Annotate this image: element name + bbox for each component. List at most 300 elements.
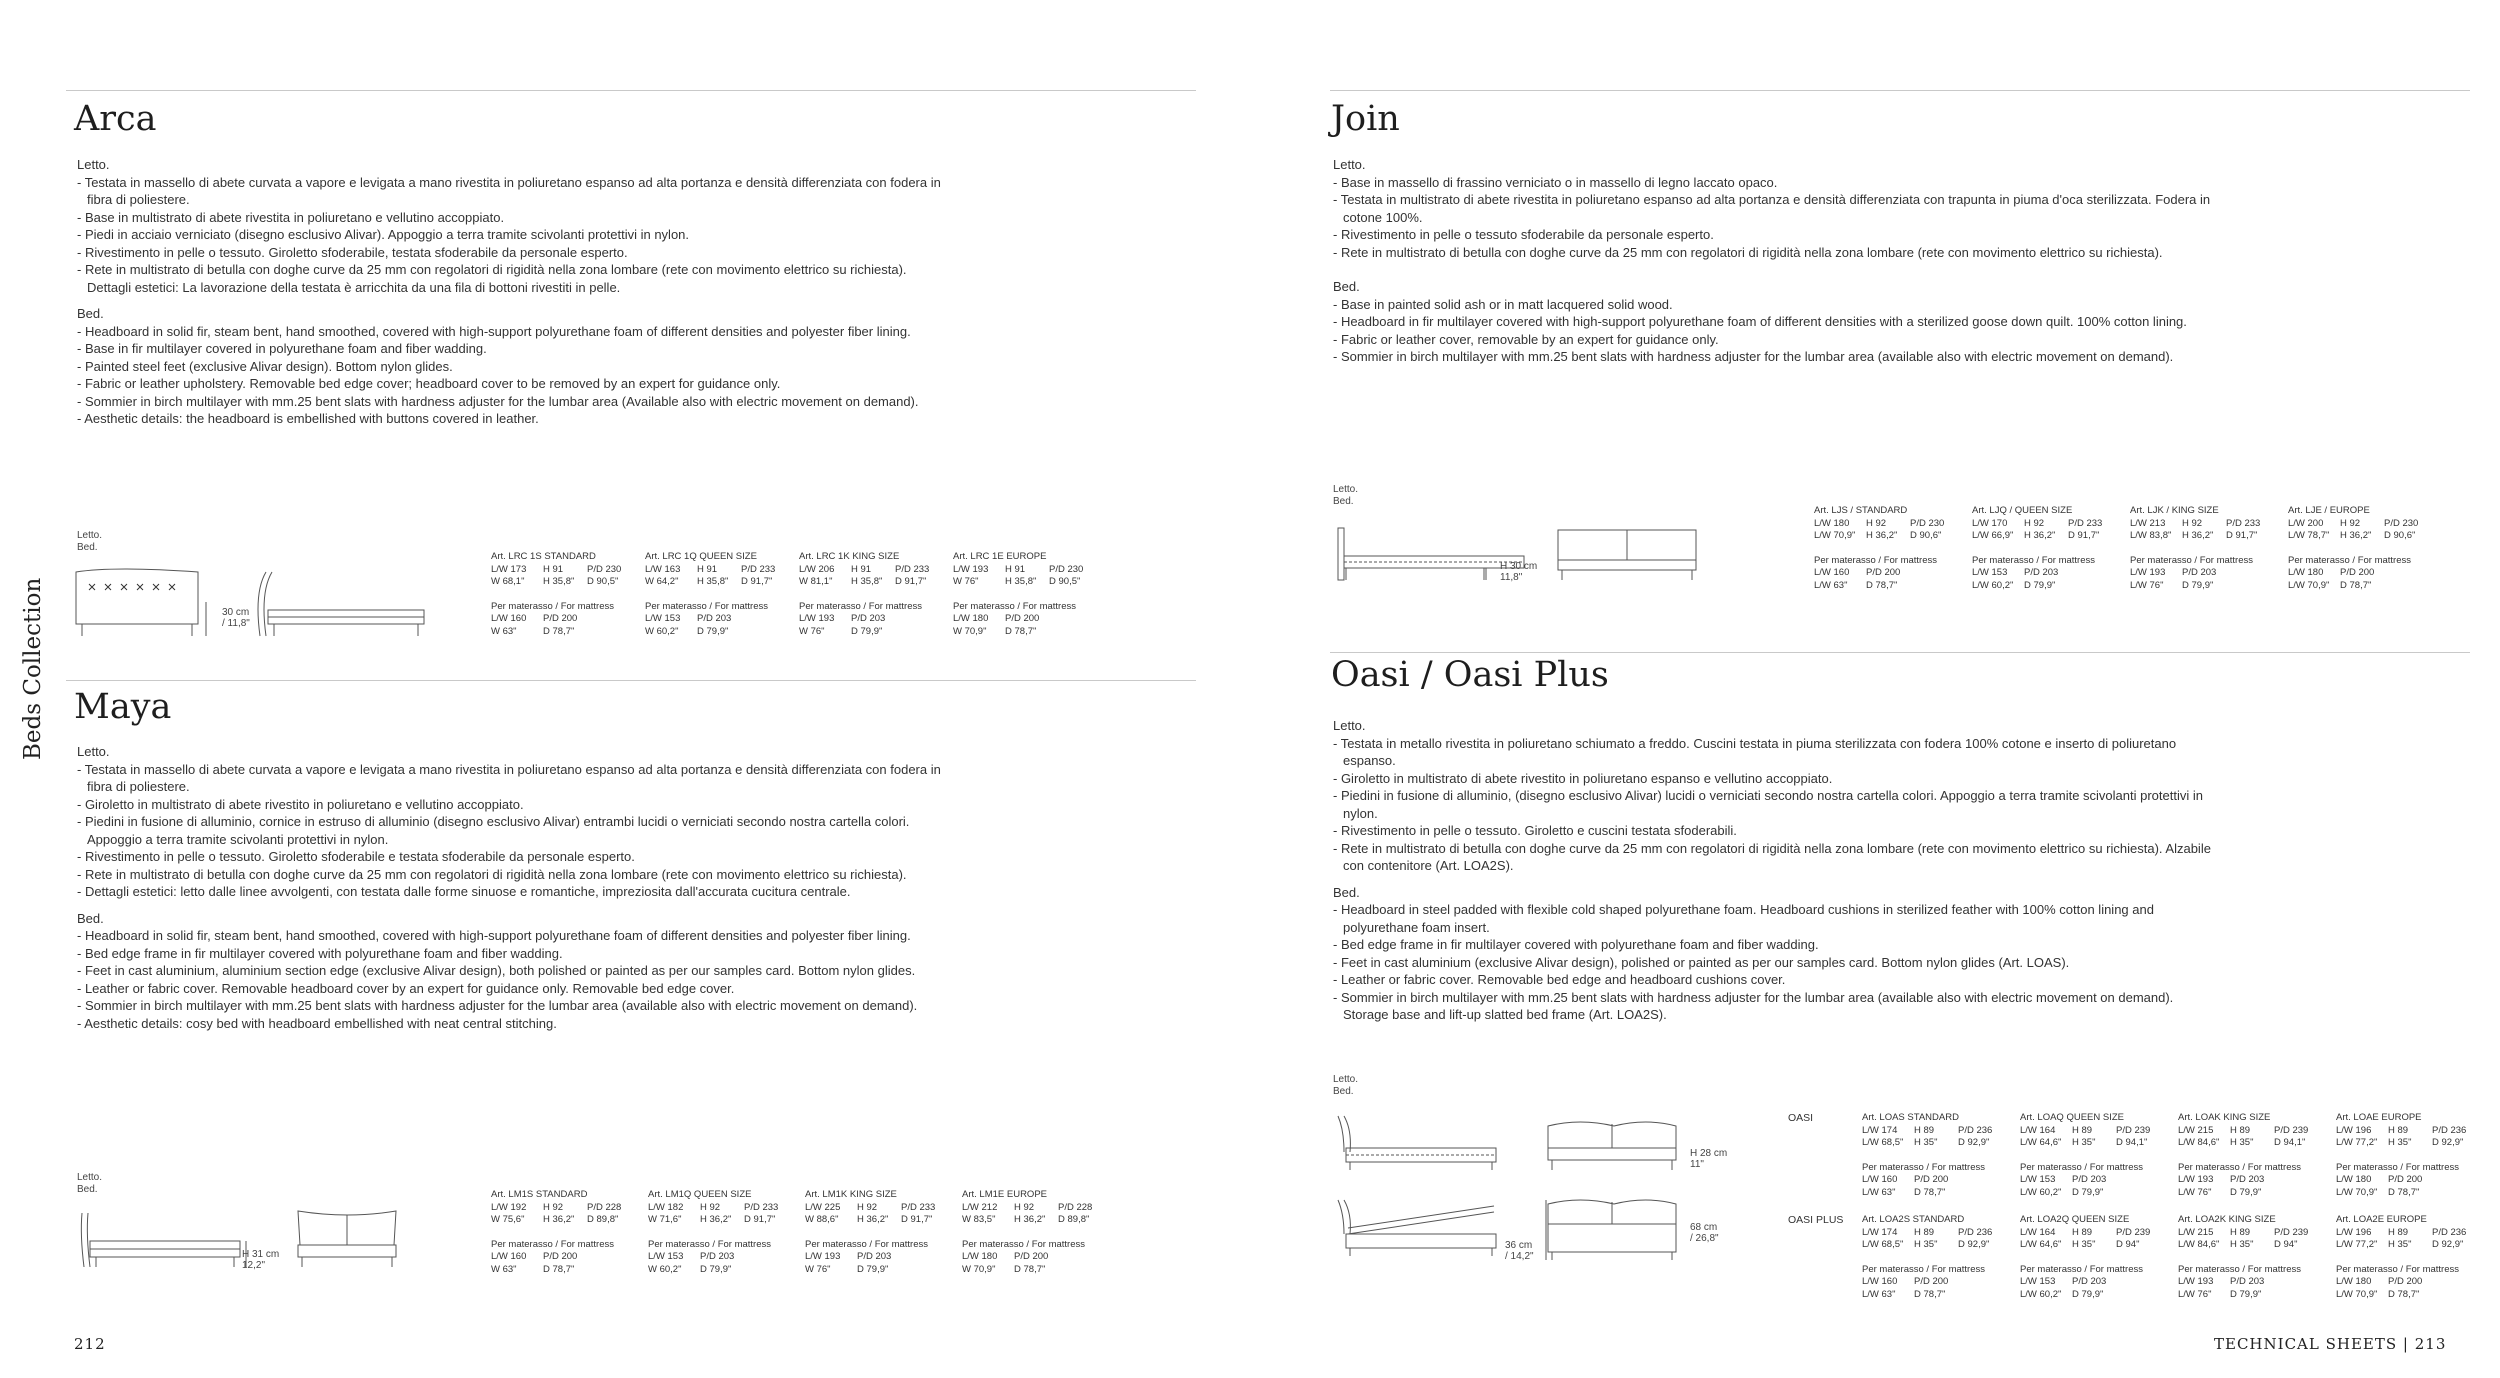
dimension-inch: 11": [1690, 1159, 1704, 1170]
spec-value: L/W 180: [1814, 517, 1850, 529]
spec-value: W 63": [491, 1263, 517, 1275]
spec-value: L/W 182: [648, 1201, 684, 1213]
spec-value: L/W 213: [2130, 517, 2166, 529]
spec-mattress-label: Per materasso / For mattress: [491, 1238, 615, 1250]
spec-value: H 35": [2388, 1239, 2412, 1250]
spec-value: P/D 239: [2116, 1226, 2151, 1238]
spec-value: D 78,7": [1005, 625, 1037, 637]
spec-value: P/D 203: [851, 613, 886, 624]
description-item: - Rivestimento in pelle o tessuto sfoderabile da personale esperto.: [1333, 227, 1714, 242]
caption-letto: Letto.: [1333, 1074, 1359, 1085]
spec-value: D 79,9": [697, 625, 729, 637]
spec-value: D 89,8": [587, 1214, 619, 1225]
spec-value: L/W 160: [1862, 1276, 1898, 1287]
product-title-arca: Arca: [74, 99, 157, 139]
english-heading: Bed.: [77, 910, 104, 926]
english-heading: Bed.: [77, 306, 104, 321]
spec-value: D 94": [2274, 1239, 2298, 1250]
spec-value: P/D 203: [2230, 1174, 2265, 1185]
description-item: - Painted steel feet (exclusive Alivar design). Bottom nylon glides.: [77, 358, 453, 374]
section-rule-join: [1330, 90, 2470, 91]
spec-value: P/D 200: [2388, 1174, 2423, 1185]
dimension-inch: / 26,8": [1690, 1233, 1719, 1244]
spec-value: H 89: [2388, 1226, 2409, 1238]
spec-value: W 60,2": [648, 1263, 682, 1275]
description-item: - Rete in multistrato di betulla con doghe curve da 25 mm con regolatori di rigidità nella zona lombare (rete con movimento elettrico su richiesta).: [1333, 244, 2163, 260]
spec-value: H 92: [700, 1201, 721, 1213]
spec-block-maya-europe: [962, 1189, 1117, 1276]
english-heading: Bed.: [1333, 279, 1360, 294]
spec-value: P/D 200: [1866, 567, 1901, 578]
spec-block-oasi-queen: [2020, 1112, 2175, 1199]
spec-value: D 78,7": [543, 1263, 575, 1275]
spec-mattress-label: Per materasso / For mattress: [953, 600, 1077, 612]
spec-value: L/W 180: [953, 613, 989, 624]
spec-block-maya-queen: [648, 1189, 803, 1276]
spec-article: Art. LOA2S STANDARD: [1862, 1214, 1965, 1225]
spec-block-join-queen: [1972, 505, 2127, 592]
spec-value: H 91: [697, 563, 718, 575]
spec-value: W 63": [491, 625, 517, 637]
spec-value: H 91: [851, 563, 872, 575]
description-item: - Sommier in birch multilayer with mm.25 bent slats with hardness adjuster for the lumbar area (available also with electric movement on demand). Storage base and lift-up slatted bed frame (Art. LOA2S).: [1333, 989, 2174, 1022]
dimension-cm: H 28 cm: [1690, 1148, 1728, 1159]
drawing-caption-maya: [77, 1172, 102, 1196]
spec-value: L/W 68,5": [1862, 1137, 1904, 1148]
spec-value: L/W 174: [1862, 1124, 1898, 1136]
spec-block-arca-king: [799, 551, 954, 638]
spec-value: L/W 192: [491, 1201, 527, 1213]
collection-label: Beds Collection: [20, 577, 46, 760]
italian-heading: Letto.: [1333, 157, 1366, 172]
spec-value: P/D 200: [1914, 1174, 1949, 1185]
spec-value: L/W 163: [645, 563, 681, 575]
spec-value: D 89,8": [1058, 1214, 1090, 1225]
spec-value: W 70,9": [962, 1263, 996, 1275]
spec-mattress-label: Per materasso / For mattress: [648, 1238, 772, 1250]
spec-value: P/D 236: [2432, 1124, 2467, 1136]
spec-value: H 92: [1014, 1201, 1035, 1213]
spec-value: W 71,6": [648, 1214, 682, 1225]
spec-value: L/W 77,2": [2336, 1137, 2378, 1148]
spec-article: Art. LOAQ QUEEN SIZE: [2020, 1112, 2124, 1123]
spec-value: L/W 160: [491, 1251, 527, 1262]
spec-value: H 36,2": [543, 1214, 575, 1225]
spec-value: L/W 63": [1862, 1288, 1896, 1300]
section-rule-oasi: [1330, 652, 2470, 653]
spec-value: W 60,2": [645, 625, 679, 637]
arca-bed-drawing: [74, 562, 434, 642]
dimension-label-arca: [222, 607, 250, 629]
spec-article: Art. LRC 1K KING SIZE: [799, 551, 900, 562]
description-item: - Sommier in birch multilayer with mm.25 bent slats with hardness adjuster for the lumbar area (Available also with electric movement on demand).: [77, 393, 919, 409]
spec-value: H 35": [1914, 1239, 1938, 1250]
spec-value: L/W 164: [2020, 1124, 2056, 1136]
spec-value: W 76": [805, 1263, 831, 1275]
spec-value: W 76": [799, 625, 825, 637]
spec-value: L/W 215: [2178, 1226, 2214, 1238]
spec-value: W 75,6": [491, 1214, 525, 1225]
spec-value: L/W 225: [805, 1201, 841, 1213]
spec-value: H 89: [2230, 1226, 2251, 1238]
spec-value: D 92,9": [2432, 1239, 2464, 1250]
spec-value: D 91,7": [2226, 530, 2258, 541]
product-description-join: [1333, 156, 2213, 366]
spec-value: P/D 233: [744, 1201, 779, 1213]
spec-mattress-label: Per materasso / For mattress: [1814, 554, 1938, 566]
spec-value: D 94,1": [2116, 1137, 2148, 1148]
spec-block-join-europe: [2288, 505, 2443, 592]
spec-mattress-label: Per materasso / For mattress: [491, 600, 615, 612]
spec-value: L/W 83,8": [2130, 530, 2172, 541]
spec-article: Art. LJQ / QUEEN SIZE: [1972, 505, 2073, 516]
description-item: - Piedini in fusione di alluminio, cornice in estruso di alluminio (disegno esclusivo Alivar) entrambi lucidi o verniciati secondo nostra cartella colori. Appoggio a terra tramite scivolanti protettivi in nylon.: [77, 814, 910, 847]
dimension-inch: 11,8": [1500, 572, 1523, 583]
spec-value: L/W 70,9": [1814, 530, 1856, 541]
spec-value: D 90,6": [1910, 530, 1942, 541]
description-item: - Sommier in birch multilayer with mm.25 bent slats with hardness adjuster for the lumbar area (available also with electric movement on demand).: [1333, 349, 2174, 364]
spec-value: P/D 203: [2024, 567, 2059, 578]
spec-value: H 35": [2388, 1137, 2412, 1148]
spec-value: P/D 239: [2274, 1226, 2309, 1238]
spec-value: W 88,6": [805, 1214, 839, 1225]
spec-value: W 81,1": [799, 576, 833, 587]
spec-value: D 78,7": [2340, 579, 2372, 591]
spec-value: D 91,7": [2068, 530, 2100, 541]
spec-value: D 79,9": [2230, 1288, 2262, 1300]
spec-value: L/W 153: [648, 1251, 684, 1262]
spec-article: Art. LOAE EUROPE: [2336, 1112, 2422, 1123]
description-item: - Rivestimento in pelle o tessuto. Giroletto sfoderabile, testata sfoderabile da personale esperto.: [77, 244, 628, 260]
spec-value: D 79,9": [857, 1263, 889, 1275]
spec-value: H 35": [1914, 1137, 1938, 1148]
spec-mattress-label: Per materasso / For mattress: [1972, 554, 2096, 566]
spec-value: L/W 60,2": [2020, 1288, 2062, 1300]
spec-article: Art. LRC 1Q QUEEN SIZE: [645, 551, 757, 562]
spec-mattress-label: Per materasso / For mattress: [2130, 554, 2254, 566]
spec-value: D 92,9": [1958, 1137, 1990, 1148]
spec-value: P/D 230: [587, 563, 622, 575]
description-item: - Testata in metallo rivestita in poliuretano schiumato a freddo. Cuscini testata in piuma sterilizzata con fodera 100% cotone e inserto di poliuretano espanso.: [1333, 735, 2177, 768]
spec-value: D 94": [2116, 1239, 2140, 1250]
spec-value: D 79,9": [2072, 1288, 2104, 1300]
spec-value: D 90,5": [1049, 576, 1081, 587]
spec-block-oasi-king: [2178, 1112, 2333, 1199]
description-item: - Base in multistrato di abete rivestita in poliuretano e vellutino accoppiato.: [77, 209, 505, 225]
spec-value: H 36,2": [700, 1214, 732, 1225]
spec-value: P/D 200: [543, 1251, 578, 1262]
spec-value: H 89: [1914, 1226, 1935, 1238]
group-label-oasi: OASI: [1788, 1112, 1814, 1124]
spec-article: Art. LJE / EUROPE: [2288, 505, 2370, 516]
dimension-label-oasi-3: [1505, 1240, 1534, 1262]
spec-value: L/W 64,6": [2020, 1137, 2062, 1148]
spec-value: L/W 63": [1814, 579, 1848, 591]
spec-block-join-king: [2130, 505, 2285, 592]
spec-value: L/W 160: [1862, 1174, 1898, 1185]
spec-article: Art. LRC 1E EUROPE: [953, 551, 1047, 562]
spec-value: L/W 180: [962, 1251, 998, 1262]
product-title-join: Join: [1331, 99, 1400, 139]
spec-block-oasi-plus-queen: [2020, 1214, 2175, 1301]
spec-value: W 64,2": [645, 576, 679, 587]
spec-value: D 92,9": [1958, 1239, 1990, 1250]
spec-value: P/D 236: [1958, 1124, 1993, 1136]
description-item: - Aesthetic details: cosy bed with headboard embellished with neat central stitching.: [77, 1015, 557, 1031]
spec-value: P/D 200: [1914, 1276, 1949, 1287]
spec-article: Art. LM1Q QUEEN SIZE: [648, 1189, 752, 1200]
spec-mattress-label: Per materasso / For mattress: [1862, 1263, 1986, 1275]
spec-mattress-label: Per materasso / For mattress: [2336, 1263, 2460, 1275]
description-item: - Rivestimento in pelle o tessuto. Giroletto e cuscini testata sfoderabili.: [1333, 823, 1737, 838]
spec-block-maya-king: [805, 1189, 960, 1276]
spec-value: P/D 203: [2182, 567, 2217, 578]
spec-value: H 92: [2024, 517, 2045, 529]
spec-value: L/W 212: [962, 1201, 998, 1213]
spec-article: Art. LM1E EUROPE: [962, 1189, 1047, 1200]
spec-value: L/W 153: [645, 613, 681, 624]
italian-heading: Letto.: [77, 157, 110, 172]
italian-heading: Letto.: [1333, 718, 1366, 733]
drawing-caption-oasi: [1333, 1074, 1358, 1098]
spec-value: L/W 215: [2178, 1124, 2214, 1136]
caption-letto: Letto.: [77, 1172, 103, 1183]
spec-value: H 36,2": [857, 1214, 889, 1225]
spec-mattress-label: Per materasso / For mattress: [799, 600, 923, 612]
spec-value: W 70,9": [953, 625, 987, 637]
spec-article: Art. LJS / STANDARD: [1814, 505, 1908, 516]
dimension-label-oasi-2: [1690, 1222, 1719, 1244]
spec-article: Art. LM1S STANDARD: [491, 1189, 588, 1200]
description-item: - Testata in multistrato di abete rivestita in poliuretano espanso ad alta portanza e densità differenziata con trapunta in piuma d'oca sterilizzata. Fodera in cotone 100%.: [1333, 192, 2211, 225]
page-number: 213: [2414, 1335, 2447, 1353]
spec-value: L/W 70,9": [2336, 1288, 2378, 1300]
spec-block-oasi-standard: [1862, 1112, 2017, 1199]
spec-value: P/D 203: [697, 613, 732, 624]
spec-article: Art. LOAS STANDARD: [1862, 1112, 1959, 1123]
spec-article: Art. LOAK KING SIZE: [2178, 1112, 2271, 1123]
spec-value: L/W 60,2": [2020, 1186, 2062, 1198]
caption-bed: Bed.: [1333, 496, 1354, 507]
spec-value: L/W 160: [491, 613, 527, 624]
spec-value: L/W 64,6": [2020, 1239, 2062, 1250]
spec-value: P/D 228: [587, 1201, 622, 1213]
spec-value: L/W 60,2": [1972, 579, 2014, 591]
page-separator: |: [2402, 1335, 2409, 1353]
spec-block-maya-standard: [491, 1189, 646, 1276]
description-item: - Piedi in acciaio verniciato (disegno esclusivo Alivar). Appoggio a terra tramite scivolanti protettivi in nylon.: [77, 227, 690, 242]
spec-value: D 91,7": [895, 576, 927, 587]
spec-value: P/D 233: [895, 563, 930, 575]
spec-value: L/W 84,6": [2178, 1239, 2220, 1250]
spec-article: Art. LRC 1S STANDARD: [491, 551, 596, 562]
dimension-label-maya: [242, 1249, 279, 1271]
caption-letto: Letto.: [1333, 484, 1359, 495]
spec-value: P/D 203: [857, 1251, 892, 1262]
description-item: - Fabric or leather upholstery. Removable bed edge cover; headboard cover to be removed by an expert for guidance only.: [77, 376, 781, 391]
description-item: - Sommier in birch multilayer with mm.25 bent slats with hardness adjuster for the lumbar area (available also with electric movement on demand).: [77, 998, 918, 1013]
spec-value: P/D 239: [2274, 1124, 2309, 1136]
spec-value: D 79,9": [2230, 1186, 2262, 1198]
spec-value: P/D 230: [1049, 563, 1084, 575]
page-number-left: 212: [74, 1335, 106, 1353]
spec-mattress-label: Per materasso / For mattress: [2288, 554, 2412, 566]
english-heading: Bed.: [1333, 884, 1360, 900]
spec-value: L/W 193: [2130, 567, 2166, 578]
spec-mattress-label: Per materasso / For mattress: [2178, 1263, 2302, 1275]
dimension-cm: 36 cm: [1505, 1240, 1533, 1251]
caption-letto: Letto.: [77, 530, 103, 541]
description-item: - Dettagli estetici: letto dalle linee avvolgenti, con testata dalle forme sinuose e romantiche, impreziosita dall'accurata cucitura centrale.: [77, 884, 851, 899]
description-item: - Rete in multistrato di betulla con doghe curve da 25 mm con regolatori di rigidità nella zona lombare (rete con movimento elettrico su richiesta).: [77, 866, 907, 882]
spec-value: D 79,9": [2024, 579, 2056, 591]
spec-value: D 78,7": [543, 625, 575, 637]
spec-value: H 35,8": [543, 576, 575, 587]
spec-value: H 92: [2340, 517, 2361, 529]
section-label: TECHNICAL SHEETS: [2214, 1335, 2398, 1353]
spec-value: P/D 203: [2072, 1174, 2107, 1185]
description-item: - Bed edge frame in fir multilayer covered with polyurethane foam and fiber wadding.: [1333, 937, 1819, 952]
description-item: - Rivestimento in pelle o tessuto. Giroletto sfoderabile e testata sfoderabile da personale esperto.: [77, 849, 635, 864]
spec-value: P/D 233: [741, 563, 776, 575]
description-note: Dettagli estetici: La lavorazione della testata è arricchita da una fila di bottoni rivestiti in pelle.: [87, 279, 621, 295]
spec-value: P/D 200: [2388, 1276, 2423, 1287]
spec-value: L/W 196: [2336, 1226, 2372, 1238]
spec-value: L/W 200: [2288, 517, 2324, 529]
spec-value: L/W 193: [799, 613, 835, 624]
spec-value: W 68,1": [491, 576, 525, 587]
spec-value: H 35": [2230, 1239, 2254, 1250]
spec-value: P/D 200: [1014, 1251, 1049, 1262]
spec-value: D 78,7": [1866, 579, 1898, 591]
spec-value: D 79,9": [2072, 1186, 2104, 1198]
spec-value: D 79,9": [851, 625, 883, 637]
spec-value: L/W 180: [2336, 1174, 2372, 1185]
spec-mattress-label: Per materasso / For mattress: [805, 1238, 929, 1250]
spec-value: D 78,7": [1914, 1288, 1946, 1300]
spec-value: L/W 193: [2178, 1174, 2214, 1185]
spec-value: H 36,2": [1866, 530, 1898, 541]
description-item: - Bed edge frame in fir multilayer covered with polyurethane foam and fiber wadding.: [77, 945, 563, 961]
spec-value: P/D 203: [2072, 1276, 2107, 1287]
description-item: - Leather or fabric cover. Removable headboard cover by an expert for guidance only. Removable bed edge cover.: [77, 980, 735, 996]
spec-article: Art. LM1K KING SIZE: [805, 1189, 897, 1200]
dimension-inch: / 14,2": [1505, 1251, 1534, 1262]
spec-value: L/W 153: [2020, 1174, 2056, 1185]
spec-value: P/D 233: [2068, 517, 2103, 529]
description-item: - Testata in massello di abete curvata a vapore e levigata a mano rivestita in poliuretano espanso ad alta portanza e densità differenziata con fodera in fibra di poliestere.: [77, 761, 941, 794]
spec-value: L/W 76": [2130, 579, 2164, 591]
product-description-arca: [77, 156, 957, 428]
description-item: - Base in painted solid ash or in matt lacquered solid wood.: [1333, 296, 1673, 312]
spec-value: P/D 200: [2340, 567, 2375, 578]
spec-value: L/W 193: [2178, 1276, 2214, 1287]
spec-value: H 92: [857, 1201, 878, 1213]
spec-value: D 91,7": [901, 1214, 933, 1225]
spec-value: L/W 84,6": [2178, 1137, 2220, 1148]
spec-value: H 35,8": [851, 576, 883, 587]
description-item: - Feet in cast aluminium (exclusive Alivar design), polished or painted as per our samples card. Bottom nylon glides (Art. LOAS).: [1333, 954, 2070, 970]
spec-value: L/W 206: [799, 563, 835, 575]
spec-article: Art. LJK / KING SIZE: [2130, 505, 2219, 516]
dimension-cm: 68 cm: [1690, 1222, 1718, 1233]
italian-heading: Letto.: [77, 744, 110, 759]
spec-value: P/D 230: [2384, 517, 2419, 529]
description-item: - Headboard in steel padded with flexible cold shaped polyurethane foam. Headboard cushions in sterilized feather with 100% cotton lining and polyurethane foam insert.: [1333, 902, 2154, 935]
spec-block-join-standard: [1814, 505, 1969, 592]
spec-block-oasi-plus-europe: [2336, 1214, 2491, 1301]
description-item: - Rete in multistrato di betulla con doghe curve da 25 mm con regolatori di rigidità nella zona lombare (rete con movimento elettrico su richiesta). Alzabile con contenitore (Art. LOA2S).: [1333, 840, 2211, 873]
spec-value: H 89: [2230, 1124, 2251, 1136]
spec-block-arca-europe: [953, 551, 1108, 638]
group-label-oasi-plus: OASI PLUS: [1788, 1214, 1844, 1226]
spec-value: H 36,2": [2024, 530, 2056, 541]
spec-value: H 36,2": [1014, 1214, 1046, 1225]
spec-value: P/D 233: [2226, 517, 2261, 529]
description-item: - Aesthetic details: the headboard is embellished with buttons covered in leather.: [77, 411, 539, 426]
dimension-inch: / 11,8": [222, 618, 250, 629]
spec-mattress-label: Per materasso / For mattress: [2020, 1161, 2144, 1173]
spec-value: L/W 70,9": [2288, 579, 2330, 591]
spec-value: P/D 228: [1058, 1201, 1093, 1213]
spec-block-arca-queen: [645, 551, 800, 638]
spec-value: H 35,8": [1005, 576, 1037, 587]
spec-mattress-label: Per materasso / For mattress: [1862, 1161, 1986, 1173]
section-rule-arca: [66, 90, 1196, 91]
description-item: - Leather or fabric cover. Removable bed edge and headboard cushions cover.: [1333, 972, 1786, 987]
product-title-oasi: Oasi / Oasi Plus: [1331, 655, 1609, 695]
spec-value: P/D 236: [2432, 1226, 2467, 1238]
spec-value: L/W 174: [1862, 1226, 1898, 1238]
spec-value: L/W 63": [1862, 1186, 1896, 1198]
spec-article: Art. LOA2K KING SIZE: [2178, 1214, 2276, 1225]
spec-value: H 91: [543, 563, 564, 575]
spec-value: P/D 236: [1958, 1226, 1993, 1238]
spec-value: H 89: [1914, 1124, 1935, 1136]
dimension-label-oasi-1: [1690, 1148, 1727, 1170]
description-item: - Giroletto in multistrato di abete rivestito in poliuretano espanso e vellutino accoppiato.: [1333, 770, 1833, 786]
product-title-maya: Maya: [74, 687, 172, 727]
description-item: - Fabric or leather cover, removable by an expert for guidance only.: [1333, 331, 1719, 347]
dimension-cm: 30 cm: [222, 607, 250, 618]
spec-value: P/D 233: [901, 1201, 936, 1213]
spec-value: L/W 180: [2336, 1276, 2372, 1287]
spec-value: W 83,5": [962, 1214, 996, 1225]
dimension-cm: H 30 cm: [1500, 561, 1538, 572]
spec-value: D 78,7": [2388, 1288, 2420, 1300]
description-item: - Testata in massello di abete curvata a vapore e levigata a mano rivestita in poliuretano espanso ad alta portanza e densità differenziata con fodera in fibra di poliestere.: [77, 174, 941, 207]
description-item: - Base in massello di frassino verniciato o in massello di legno laccato opaco.: [1333, 174, 1778, 190]
spec-value: P/D 200: [543, 613, 578, 624]
spec-value: H 35,8": [697, 576, 729, 587]
spec-value: D 78,7": [1014, 1263, 1046, 1275]
spec-value: D 91,7": [744, 1214, 776, 1225]
spec-value: L/W 160: [1814, 567, 1850, 578]
caption-bed: Bed.: [77, 542, 98, 553]
description-item: - Headboard in solid fir, steam bent, hand smoothed, covered with high-support polyurethane foam of different densities and polyester fiber lining.: [77, 928, 911, 943]
spec-value: H 92: [2182, 517, 2203, 529]
spec-article: Art. LOA2Q QUEEN SIZE: [2020, 1214, 2130, 1225]
spec-value: H 92: [543, 1201, 564, 1213]
spec-value: H 91: [1005, 563, 1026, 575]
description-item: - Rete in multistrato di betulla con doghe curve da 25 mm con regolatori di rigidità nella zona lombare (rete con movimento elettrico su richiesta).: [77, 262, 907, 277]
spec-value: H 36,2": [2182, 530, 2214, 541]
spec-value: H 89: [2072, 1124, 2093, 1136]
spec-mattress-label: Per materasso / For mattress: [962, 1238, 1086, 1250]
spec-value: H 92: [1866, 517, 1887, 529]
dimension-label-join: [1500, 561, 1537, 583]
description-item: - Headboard in fir multilayer covered with high-support polyurethane foam of different densities with a sterilized goose down quilt. 100% cotton lining.: [1333, 314, 2187, 329]
